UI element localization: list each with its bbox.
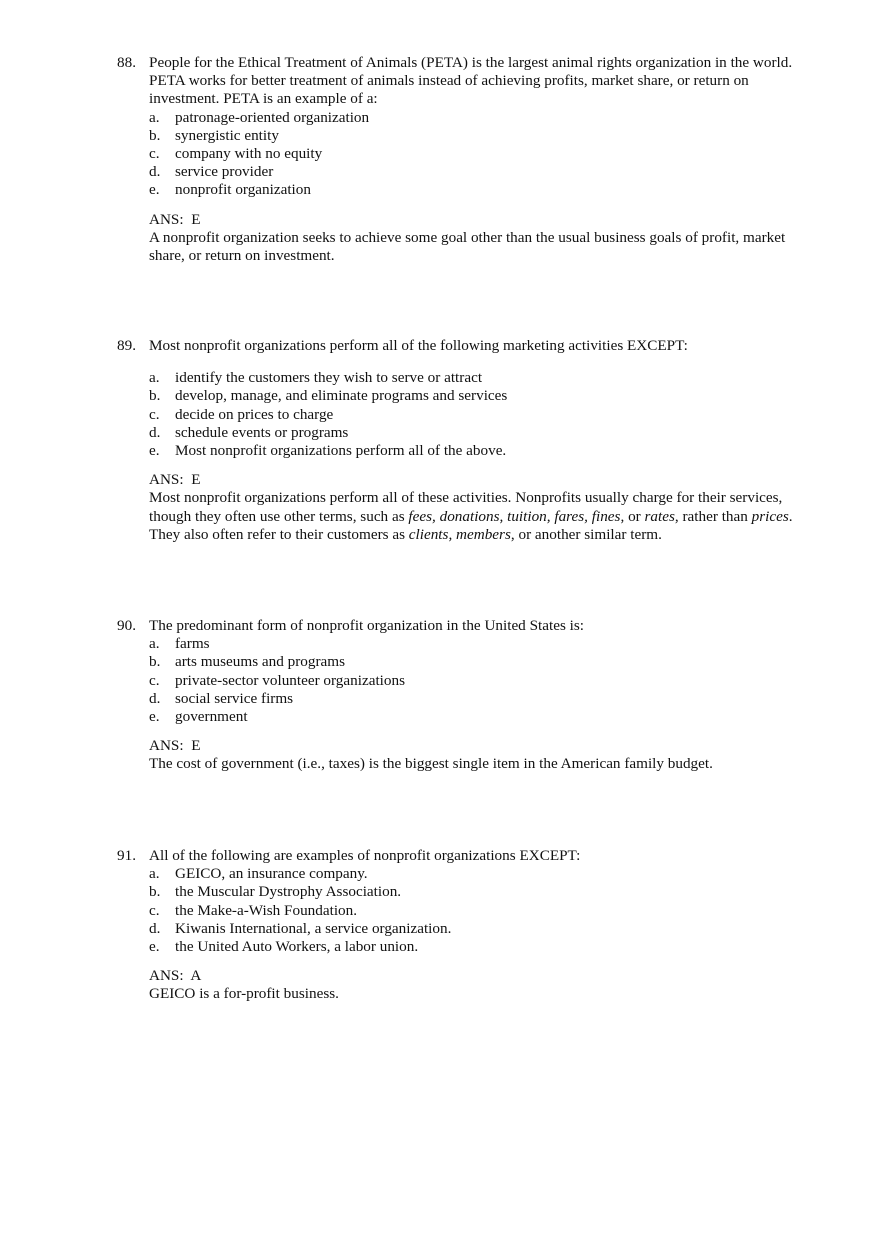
option-text: government — [175, 708, 248, 726]
answer-key: ANS: A — [149, 967, 202, 985]
question-number: 89. — [117, 337, 136, 354]
option-e — [149, 442, 817, 460]
option-d — [149, 424, 817, 442]
option-text: Most nonprofit organizations perform all of the above. — [175, 442, 507, 460]
option-letter: b. — [149, 387, 161, 405]
option-text: nonprofit organization — [175, 181, 311, 199]
option-letter: a. — [149, 635, 160, 653]
option-text: service provider — [175, 163, 274, 181]
option-c — [149, 406, 817, 424]
option-letter: a. — [149, 369, 160, 387]
option-text: the Make-a-Wish Foundation. — [175, 901, 358, 919]
question-number: 88. — [117, 54, 136, 71]
option-a — [149, 109, 817, 127]
option-a — [149, 635, 817, 653]
question-number: 91. — [117, 847, 136, 864]
answer-key: ANS: E — [149, 737, 201, 755]
option-c — [149, 902, 817, 920]
option-letter: a. — [149, 865, 160, 883]
option-text: develop, manage, and eliminate programs and services — [175, 387, 508, 405]
option-d — [149, 920, 817, 938]
question-91 — [117, 847, 817, 1004]
option-letter: b. — [149, 126, 161, 144]
option-text: arts museums and programs — [175, 653, 345, 671]
option-letter: e. — [149, 442, 160, 460]
option-c — [149, 672, 817, 690]
option-letter: b. — [149, 883, 161, 901]
question-stem-row — [117, 337, 817, 355]
option-b — [149, 387, 817, 405]
option-text: the United Auto Workers, a labor union. — [175, 938, 419, 956]
question-90 — [117, 617, 817, 774]
answer-block — [149, 211, 817, 266]
option-e — [149, 708, 817, 726]
option-letter: e. — [149, 181, 160, 199]
answer-explanation: The cost of government (i.e., taxes) is the biggest single item in the American family budget. — [149, 755, 713, 773]
option-text: farms — [175, 635, 210, 653]
option-text: the Muscular Dystrophy Association. — [175, 883, 402, 901]
option-letter: c. — [149, 671, 160, 689]
answer-block — [149, 471, 817, 544]
answer-key: ANS: E — [149, 471, 201, 489]
explanation-part-italic: fees, donations, tuition, fares, fines — [408, 507, 621, 525]
option-list — [149, 369, 817, 460]
option-d — [149, 163, 817, 181]
option-list — [149, 635, 817, 726]
option-d — [149, 690, 817, 708]
option-e — [149, 938, 817, 956]
option-letter: e. — [149, 938, 160, 956]
explanation-part-italic: clients, members — [408, 525, 511, 543]
answer-block — [149, 967, 817, 1003]
question-number: 90. — [117, 617, 136, 634]
option-e — [149, 181, 817, 199]
option-text: patronage-oriented organization — [175, 108, 370, 126]
explanation-part: , rather than — [674, 507, 752, 525]
option-text: company with no equity — [175, 145, 323, 163]
question-89 — [117, 337, 817, 544]
option-text: identify the customers they wish to serve or attract — [175, 369, 483, 387]
explanation-part: Most nonprofit organizations perform all of these activities. Nonprofits usually charge for their services, though they often use other terms, such as — [149, 489, 783, 525]
explanation-part: , or another similar term. — [510, 525, 662, 543]
option-list — [149, 865, 817, 956]
option-text: schedule events or programs — [175, 423, 349, 441]
answer-explanation — [149, 489, 817, 544]
option-text: GEICO, an insurance company. — [175, 865, 368, 883]
option-b — [149, 127, 817, 145]
option-letter: e. — [149, 708, 160, 726]
option-letter: d. — [149, 689, 161, 707]
explanation-part: . They also often refer to their customers as — [149, 507, 793, 543]
explanation-part-italic: rates — [644, 507, 675, 525]
option-letter: c. — [149, 901, 160, 919]
option-letter: d. — [149, 423, 161, 441]
option-text: social service firms — [175, 689, 294, 707]
option-b — [149, 883, 817, 901]
option-text: synergistic entity — [175, 126, 279, 144]
question-stem: All of the following are examples of nonprofit organizations EXCEPT: — [149, 847, 581, 864]
explanation-part: , or — [620, 507, 645, 525]
question-88 — [117, 54, 817, 265]
explanation-part-italic: prices — [751, 507, 789, 525]
option-a — [149, 369, 817, 387]
question-stem-row — [117, 847, 817, 865]
option-b — [149, 653, 817, 671]
option-letter: d. — [149, 163, 161, 181]
option-text: Kiwanis International, a service organization. — [175, 919, 452, 937]
question-stem: Most nonprofit organizations perform all of the following marketing activities EXCEPT: — [149, 337, 688, 354]
answer-key: ANS: E — [149, 210, 201, 228]
answer-explanation: A nonprofit organization seeks to achieve some goal other than the usual business goals of profit, market share, or return on investment. — [149, 228, 786, 265]
option-text: decide on prices to charge — [175, 405, 334, 423]
option-letter: b. — [149, 653, 161, 671]
option-letter: c. — [149, 145, 160, 163]
option-a — [149, 865, 817, 883]
question-stem: People for the Ethical Treatment of Animals (PETA) is the largest animal rights organization in the world. PETA works for better treatment of animals instead of achieving profits, market share, or return on investment. PETA is an example of a: — [149, 54, 793, 108]
question-stem: The predominant form of nonprofit organization in the United States is: — [149, 617, 585, 634]
option-c — [149, 145, 817, 163]
option-letter: c. — [149, 405, 160, 423]
option-text: private-sector volunteer organizations — [175, 671, 405, 689]
option-letter: d. — [149, 919, 161, 937]
option-list — [149, 109, 817, 200]
question-stem-row — [117, 617, 817, 635]
answer-explanation: GEICO is a for-profit business. — [149, 985, 339, 1003]
option-letter: a. — [149, 108, 160, 126]
answer-block — [149, 737, 817, 773]
question-stem-row — [117, 54, 817, 109]
